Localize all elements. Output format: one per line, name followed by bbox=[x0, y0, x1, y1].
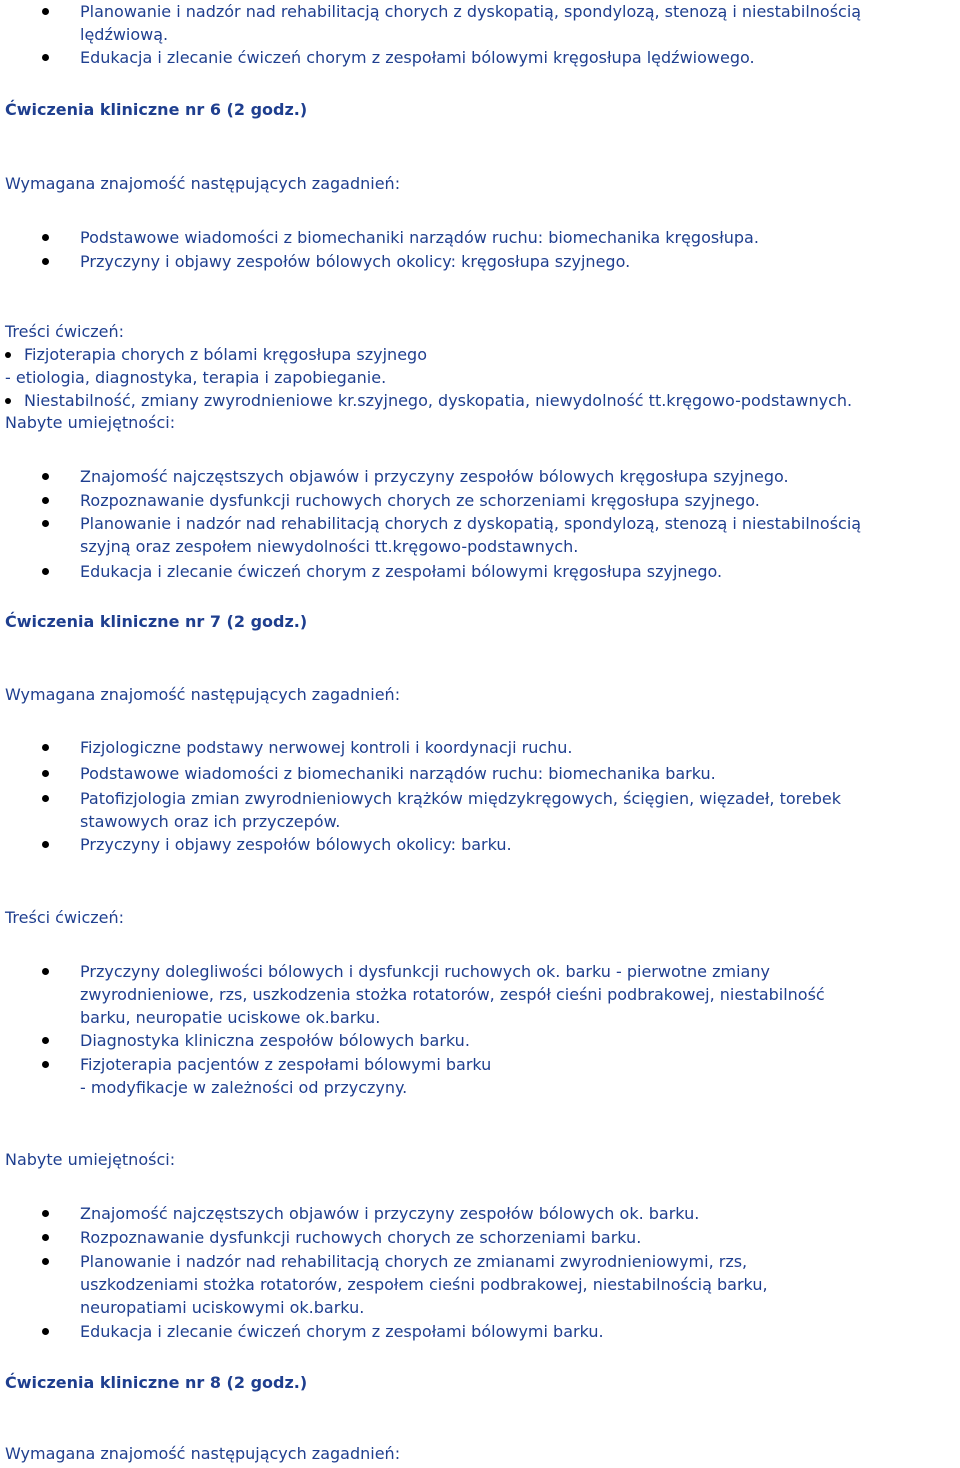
section-heading: Ćwiczenia kliniczne nr 7 (2 godz.) bbox=[5, 612, 308, 631]
list-item-line: Edukacja i zlecanie ćwiczeń chorym z zespołami bólowymi barku. bbox=[80, 1322, 604, 1341]
list-item-line: Fizjologiczne podstawy nerwowej kontroli i koordynacji ruchu. bbox=[80, 738, 573, 757]
bullet-icon bbox=[42, 1234, 49, 1241]
list-item-line: Przyczyny i objawy zespołów bólowych okolicy: barku. bbox=[80, 835, 512, 854]
list-item-line: Przyczyny i objawy zespołów bólowych okolicy: kręgosłupa szyjnego. bbox=[80, 252, 631, 271]
list-item-line: stawowych oraz ich przyczepów. bbox=[80, 812, 341, 831]
required-label: Wymagana znajomość następujących zagadnień: bbox=[5, 174, 401, 193]
bullet-icon bbox=[42, 520, 49, 527]
list-item bbox=[24, 389, 956, 412]
list-item-line: Edukacja i zlecanie ćwiczeń chorym z zespołami bólowymi kręgosłupa lędźwiowego. bbox=[80, 48, 755, 67]
section-heading: Ćwiczenia kliniczne nr 6 (2 godz.) bbox=[5, 100, 308, 119]
content-label: Treści ćwiczeń: bbox=[5, 322, 125, 341]
bullet-icon bbox=[42, 1037, 49, 1044]
list-item bbox=[80, 787, 956, 833]
bullet-icon bbox=[42, 770, 49, 777]
list-item-line: barku, neuropatie uciskowe ok.barku. bbox=[80, 1008, 381, 1027]
bullet-icon bbox=[5, 398, 11, 404]
list-item-line: Podstawowe wiadomości z biomechaniki narządów ruchu: biomechanika barku. bbox=[80, 764, 716, 783]
list-item-line: neuropatiami uciskowymi ok.barku. bbox=[80, 1298, 365, 1317]
required-label: Wymagana znajomość następujących zagadnień: bbox=[5, 685, 401, 704]
list-item bbox=[80, 1226, 956, 1249]
list-item-line: - modyfikacje w zależności od przyczyny. bbox=[80, 1078, 408, 1097]
list-item-line: Patofizjologia zmian zwyrodnieniowych krążków międzykręgowych, ścięgien, więzadeł, torebek bbox=[80, 789, 841, 808]
section-heading: Ćwiczenia kliniczne nr 8 (2 godz.) bbox=[5, 1373, 308, 1392]
list-item bbox=[80, 1320, 956, 1343]
list-item-line: Edukacja i zlecanie ćwiczeń chorym z zespołami bólowymi kręgosłupa szyjnego. bbox=[80, 562, 723, 581]
list-item bbox=[80, 489, 956, 512]
bullet-icon bbox=[5, 352, 11, 358]
content-line: - etiologia, diagnostyka, terapia i zapobieganie. bbox=[5, 368, 387, 387]
list-item-line: Przyczyny dolegliwości bólowych i dysfunkcji ruchowych ok. barku - pierwotne zmiany bbox=[80, 962, 770, 981]
list-item bbox=[80, 250, 956, 273]
list-item bbox=[80, 46, 956, 69]
list-item bbox=[80, 960, 956, 1029]
list-item-line: uszkodzeniami stożka rotatorów, zespołem cieśni podbrakowej, niestabilnością barku, bbox=[80, 1275, 768, 1294]
list-item-line: Planowanie i nadzór nad rehabilitacją chorych z dyskopatią, spondylozą, stenozą i niestabilnością bbox=[80, 514, 862, 533]
bullet-icon bbox=[42, 1210, 49, 1217]
list-item-line: Rozpoznawanie dysfunkcji ruchowych chorych ze schorzeniami barku. bbox=[80, 1228, 642, 1247]
bullet-icon bbox=[42, 8, 49, 15]
list-item bbox=[80, 0, 956, 46]
bullet-icon bbox=[42, 497, 49, 504]
list-item bbox=[80, 833, 956, 856]
list-item bbox=[80, 465, 956, 488]
list-item-line: zwyrodnieniowe, rzs, uszkodzenia stożka rotatorów, zespół cieśni podbrakowej, niestabilność bbox=[80, 985, 825, 1004]
list-item bbox=[80, 1250, 956, 1319]
list-item-line: Znajomość najczęstszych objawów i przyczyny zespołów bólowych ok. barku. bbox=[80, 1204, 700, 1223]
bullet-icon bbox=[42, 258, 49, 265]
bullet-icon bbox=[42, 841, 49, 848]
list-item bbox=[80, 1029, 956, 1052]
bullet-icon bbox=[42, 795, 49, 802]
bullet-icon bbox=[42, 234, 49, 241]
list-item-line: Fizjoterapia chorych z bólami kręgosłupa szyjnego bbox=[24, 345, 427, 364]
content-label: Treści ćwiczeń: bbox=[5, 908, 125, 927]
list-item-line: Planowanie i nadzór nad rehabilitacją chorych ze zmianami zwyrodnieniowymi, rzs, bbox=[80, 1252, 748, 1271]
bullet-icon bbox=[42, 1061, 49, 1068]
list-item bbox=[80, 226, 956, 249]
list-item-line: Planowanie i nadzór nad rehabilitacją chorych z dyskopatią, spondylozą, stenozą i niestabilnością bbox=[80, 2, 862, 21]
list-item-line: Rozpoznawanie dysfunkcji ruchowych chorych ze schorzeniami kręgosłupa szyjnego. bbox=[80, 491, 760, 510]
list-item bbox=[80, 560, 956, 583]
list-item bbox=[80, 512, 956, 558]
bullet-icon bbox=[42, 1328, 49, 1335]
list-item-line: Diagnostyka kliniczna zespołów bólowych barku. bbox=[80, 1031, 470, 1050]
bullet-icon bbox=[42, 968, 49, 975]
required-label: Wymagana znajomość następujących zagadnień: bbox=[5, 1444, 401, 1463]
list-item-line: szyjną oraz zespołem niewydolności tt.kręgowo-podstawnych. bbox=[80, 537, 579, 556]
list-item-line: lędźwiową. bbox=[80, 25, 169, 44]
bullet-icon bbox=[42, 1258, 49, 1265]
list-item-line: Niestabilność, zmiany zwyrodnieniowe kr.szyjnego, dyskopatia, niewydolność tt.kręgowo-podstawnych. bbox=[24, 391, 853, 410]
list-item-line: Fizjoterapia pacjentów z zespołami bólowymi barku bbox=[80, 1055, 492, 1074]
bullet-icon bbox=[42, 744, 49, 751]
bullet-icon bbox=[42, 54, 49, 61]
bullet-icon bbox=[42, 473, 49, 480]
list-item bbox=[80, 1053, 956, 1099]
list-item bbox=[80, 1202, 956, 1225]
list-item bbox=[24, 343, 956, 366]
list-item bbox=[80, 736, 956, 759]
list-item-line: Znajomość najczęstszych objawów i przyczyny zespołów bólowych kręgosłupa szyjnego. bbox=[80, 467, 789, 486]
skills-label: Nabyte umiejętności: bbox=[5, 413, 176, 432]
list-item bbox=[80, 762, 956, 785]
skills-label: Nabyte umiejętności: bbox=[5, 1150, 176, 1169]
list-item-line: Podstawowe wiadomości z biomechaniki narządów ruchu: biomechanika kręgosłupa. bbox=[80, 228, 759, 247]
bullet-icon bbox=[42, 568, 49, 575]
